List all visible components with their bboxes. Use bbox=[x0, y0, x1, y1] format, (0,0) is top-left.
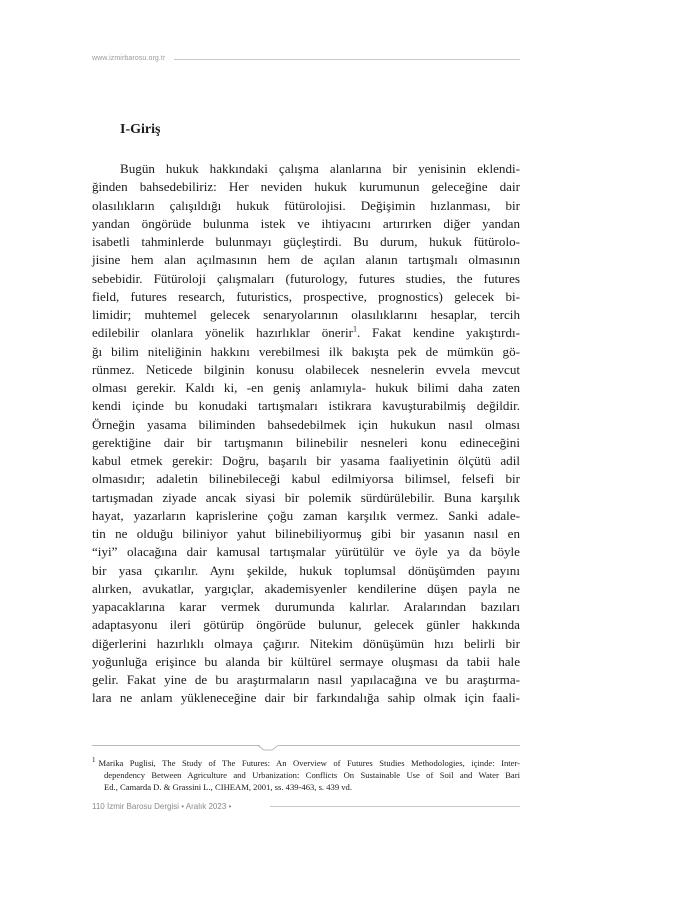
body-line: gerektiğine dair bir tartışmanın bilinebilir nesneleri konu edineceğini bbox=[92, 434, 520, 450]
body-line-text: edilebilir olanlara yönelik hazırlıklar önerir bbox=[92, 325, 353, 341]
body-line: diğerlerini hazırlıklı olmaya çağırır. Nitekim dönüşümün hızı belirli bir bbox=[92, 635, 520, 651]
footnote-rule-left bbox=[92, 745, 260, 746]
header-rule bbox=[174, 59, 520, 60]
footnote-rule-right bbox=[278, 745, 520, 746]
body-line: ğı bilim niteliğinin hakkını verebilmesi ilk bakışta pek de mümkün gö- bbox=[92, 343, 520, 359]
footnote-line: dependency Between Agriculture and Urbanization: Conflicts On Sustainable Use of Soil and Water Bari bbox=[104, 770, 520, 780]
body-line: limidir; muhtemel gelecek senaryolarının olasılıklarını hesaplar, tercih bbox=[92, 307, 520, 322]
body-line: isabetli tahminlerde bulunmayı güçleştirdi. Bu durum, hukuk fütürolo- bbox=[92, 234, 520, 249]
body-line: olması gerekir. Kaldı ki, -en geniş anlamıyla- hukuk bilimi daha zaten bbox=[92, 380, 520, 395]
body-line: field, futures research, futuristics, prospective, prognostics) gelecek bi- bbox=[92, 288, 520, 304]
body-line: kabul etmek gerekir: Doğru, başarılı bir yasama faaliyetinin ölçütü adil bbox=[92, 453, 520, 468]
body-line: kendi içinde bu konudaki tartışmaları istikrara kavuşturabilmiş değildir. bbox=[92, 398, 520, 414]
header-url: www.izmirbarosu.org.tr bbox=[92, 55, 166, 62]
footnote bbox=[92, 757, 520, 793]
body-line: tin ne olduğu biliniyor yahut bilinebiliyormuş gibi bir yasanın nasıl en bbox=[92, 526, 520, 541]
footnote-separator bbox=[92, 745, 520, 755]
running-footer bbox=[92, 801, 520, 813]
body-line: Bugün hukuk hakkındaki çalışma alanlarına bir yenisinin eklendi- bbox=[120, 161, 520, 176]
section-heading: I-Giriş bbox=[120, 122, 161, 137]
body-line: yoğunluğa erişince bu alanda bir kültürel sermaye oluşması da tabii hale bbox=[92, 653, 520, 669]
body-line: olasılıkların çalışıldığı hukuk fütürolojisi. Değişimin hızlanması, bir bbox=[92, 197, 520, 213]
body-line: alırken, avukatlar, yargıçlar, akademisyenler kendilerine düşen payla ne bbox=[92, 580, 520, 596]
body-line: tartışmadan ziyade ancak siyasi bir polemik sürdürülebilir. Buna karşılık bbox=[92, 489, 520, 505]
body-line-with-footnote bbox=[92, 324, 520, 342]
footer-rule bbox=[270, 806, 520, 807]
body-line: adaptasyonu ileri götürüp öngörüde bulunur, gelecek günler hakkında bbox=[92, 617, 520, 633]
body-line: yapacaklarına karar vermek durumunda kalırlar. Aralarından bazıları bbox=[92, 599, 520, 614]
footnote-rule-notch bbox=[258, 745, 278, 751]
footnote-number: 1 bbox=[92, 756, 96, 765]
running-header bbox=[92, 54, 520, 68]
footnote-line: Ed., Camarda D. & Grassini L., CIHEAM, 2001, ss. 439-463, s. 439 vd. bbox=[104, 782, 353, 792]
body-line: yandan öngörüde bulunma istek ve ihtiyacını artırırken diğer yandan bbox=[92, 215, 520, 231]
body-line: hayat, yazarların kaprislerine çoğu zaman karşılık vermez. Sanki adale- bbox=[92, 507, 520, 523]
body-line: lara ne anlam yükleneceğine dair bir farkındalığa sahip olmak için faali- bbox=[92, 690, 520, 706]
body-line: jisine hem alan açılmasının hem de açılan alanın tartışmalı olmasının bbox=[92, 252, 520, 268]
body-line: rünmez. Neticede bilginin konusu olabilecek nesnelerin evvela mevcut bbox=[92, 361, 520, 377]
footnote-line bbox=[92, 757, 520, 769]
body-line-tail: . Fakat kendine yakıştırdı- bbox=[356, 325, 520, 341]
body-text bbox=[92, 160, 520, 708]
body-line: bir yasa çıkarılır. Aynı şekilde, hukuk toplumsal dönüşümden payını bbox=[92, 562, 520, 578]
footnote-ref[interactable]: 1 bbox=[352, 324, 357, 334]
body-line: “iyi” olacağına dair kamusal tartışmalar yürütülür ve öyle ya da böyle bbox=[92, 544, 520, 560]
body-line: ğinden bahsedebiliriz: Her neviden hukuk kurumunun geleceğine dair bbox=[92, 179, 520, 195]
body-line: sebebidir. Fütüroloji çalışmaları (futurology, futures studies, the futures bbox=[92, 270, 520, 286]
footnote-line-text: Marika Puglisi, The Study of The Futures: An Overview of Futures Studies Methodologies, içinde: Inter- bbox=[98, 758, 520, 768]
body-line: gelir. Fakat yine de bu araştırmaların nasıl yapılacağına ve bu araştırma- bbox=[92, 672, 520, 687]
footer-text: 110 İzmir Barosu Dergisi • Aralık 2023 • bbox=[92, 802, 232, 811]
body-line: olmasıdır; adaletin bilinebileceği kabul edilmiyorsa bilimsel, felsefi bir bbox=[92, 471, 520, 487]
body-line: Örneğin yasama biliminden bahsedebilmek için hukukun nasıl olması bbox=[92, 416, 520, 432]
